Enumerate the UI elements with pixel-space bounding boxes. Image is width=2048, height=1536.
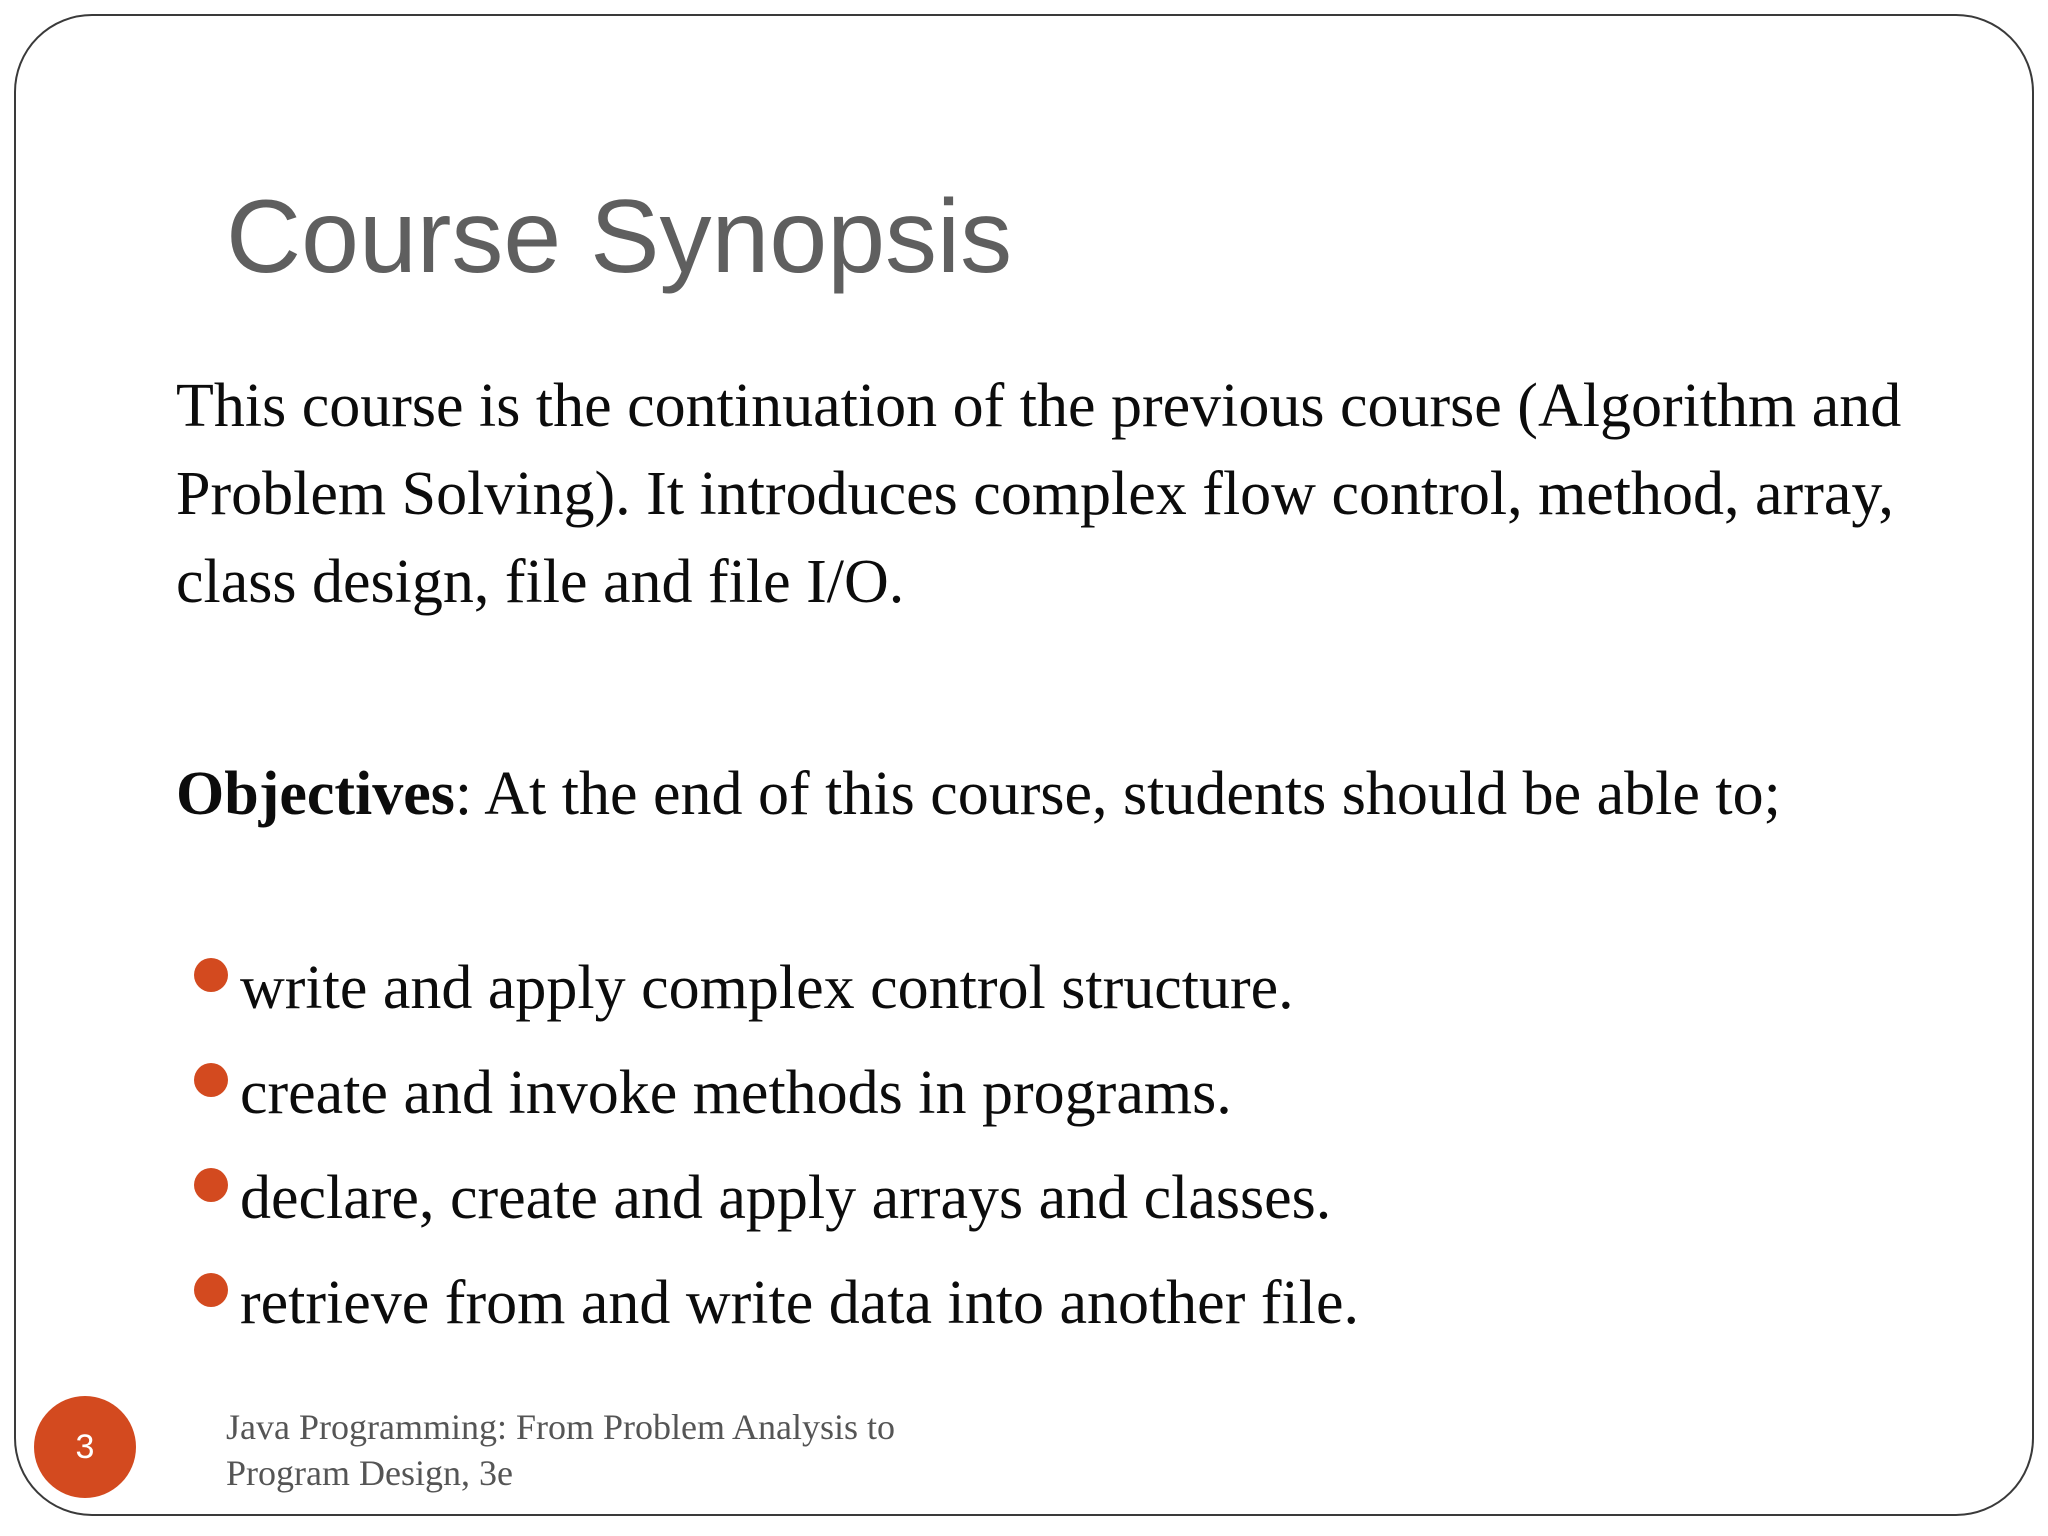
objectives-text: : At the end of this course, students should be able to; — [454, 760, 1781, 828]
list-item — [176, 936, 1986, 1041]
bullet-dot-icon — [194, 1168, 228, 1202]
slide-title: Course Synopsis — [226, 179, 1013, 295]
bullet-dot-icon — [194, 1273, 228, 1307]
objectives-list — [176, 936, 1986, 1356]
course-description: This course is the continuation of the previous course (Algorithm and Problem Solving). It introduces complex flow control, method, array, class design, file and file I/O. — [176, 372, 1902, 616]
bullet-dot-icon — [194, 1063, 228, 1097]
slide — [14, 14, 2034, 1516]
list-item — [176, 1041, 1986, 1146]
list-item-text: create and invoke methods in programs. — [240, 1059, 1232, 1127]
objectives-label: Objectives — [176, 760, 455, 828]
list-item-text: write and apply complex control structure. — [240, 954, 1294, 1022]
list-item — [176, 1146, 1986, 1251]
bullet-dot-icon — [194, 958, 228, 992]
objectives-paragraph — [176, 750, 1986, 838]
footer-text: Java Programming: From Problem Analysis to Program Design, 3e — [226, 1407, 895, 1493]
list-item-text: retrieve from and write data into another file. — [240, 1269, 1359, 1337]
page-number-badge: 3 — [34, 1396, 136, 1498]
list-item — [176, 1251, 1986, 1356]
list-item-text: declare, create and apply arrays and classes. — [240, 1164, 1332, 1232]
